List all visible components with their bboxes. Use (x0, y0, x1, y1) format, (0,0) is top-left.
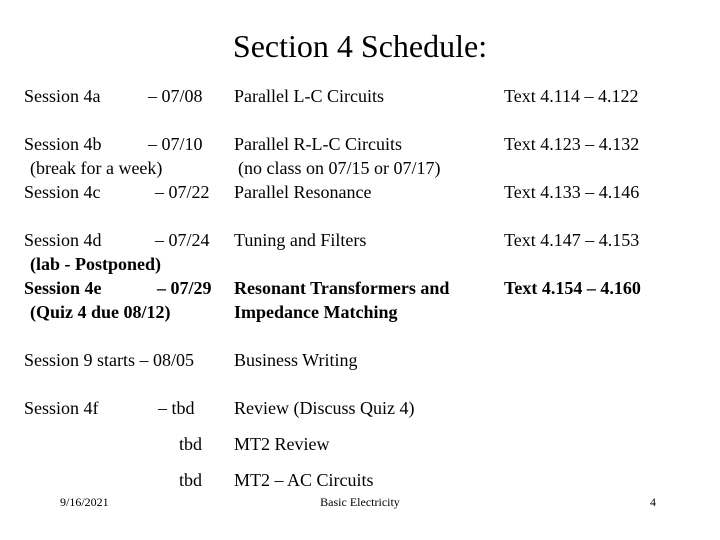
session-label: Session 4d (24, 230, 102, 250)
topic-note: Impedance Matching (234, 302, 398, 322)
session-date: – 07/22 (155, 182, 210, 202)
session-text-ref: Text 4.123 – 4.132 (504, 134, 640, 154)
session-label: Session 9 starts – 08/05 (24, 350, 195, 370)
session-note: (Quiz 4 due 08/12) (30, 302, 171, 322)
session-date: – 07/29 (157, 278, 212, 298)
footer-date: 9/16/2021 (60, 495, 109, 509)
session-topic: Business Writing (234, 350, 358, 370)
session-topic: Resonant Transformers and (234, 278, 450, 298)
footer-title: Basic Electricity (320, 495, 400, 509)
session-topic: Parallel R-L-C Circuits (234, 134, 402, 154)
session-date: – 07/08 (148, 86, 203, 106)
session-topic: Parallel L-C Circuits (234, 86, 384, 106)
session-label: Session 4f (24, 398, 99, 418)
session-note: (break for a week) (30, 158, 163, 178)
session-date: – tbd (158, 398, 195, 418)
session-date: – 07/24 (155, 230, 210, 250)
session-date: tbd (179, 470, 203, 490)
session-note: (lab - Postponed) (30, 254, 162, 274)
session-date: tbd (179, 434, 203, 454)
session-text-ref: Text 4.154 – 4.160 (504, 278, 641, 298)
session-text-ref: Text 4.147 – 4.153 (504, 230, 640, 250)
session-label: Session 4b (24, 134, 102, 154)
session-text-ref: Text 4.114 – 4.122 (504, 86, 639, 106)
session-date: – 07/10 (148, 134, 203, 154)
session-topic: MT2 Review (234, 434, 330, 454)
session-topic: Tuning and Filters (234, 230, 367, 250)
session-text-ref: Text 4.133 – 4.146 (504, 182, 640, 202)
session-label: Session 4c (24, 182, 101, 202)
session-topic: MT2 – AC Circuits (234, 470, 374, 490)
session-topic: Review (Discuss Quiz 4) (234, 398, 415, 418)
session-label: Session 4a (24, 86, 101, 106)
session-topic: Parallel Resonance (234, 182, 372, 202)
page-title: Section 4 Schedule: (232, 28, 488, 64)
page-number: 4 (650, 495, 656, 509)
session-label: Session 4e (24, 278, 102, 298)
topic-note: (no class on 07/15 or 07/17) (238, 158, 441, 178)
